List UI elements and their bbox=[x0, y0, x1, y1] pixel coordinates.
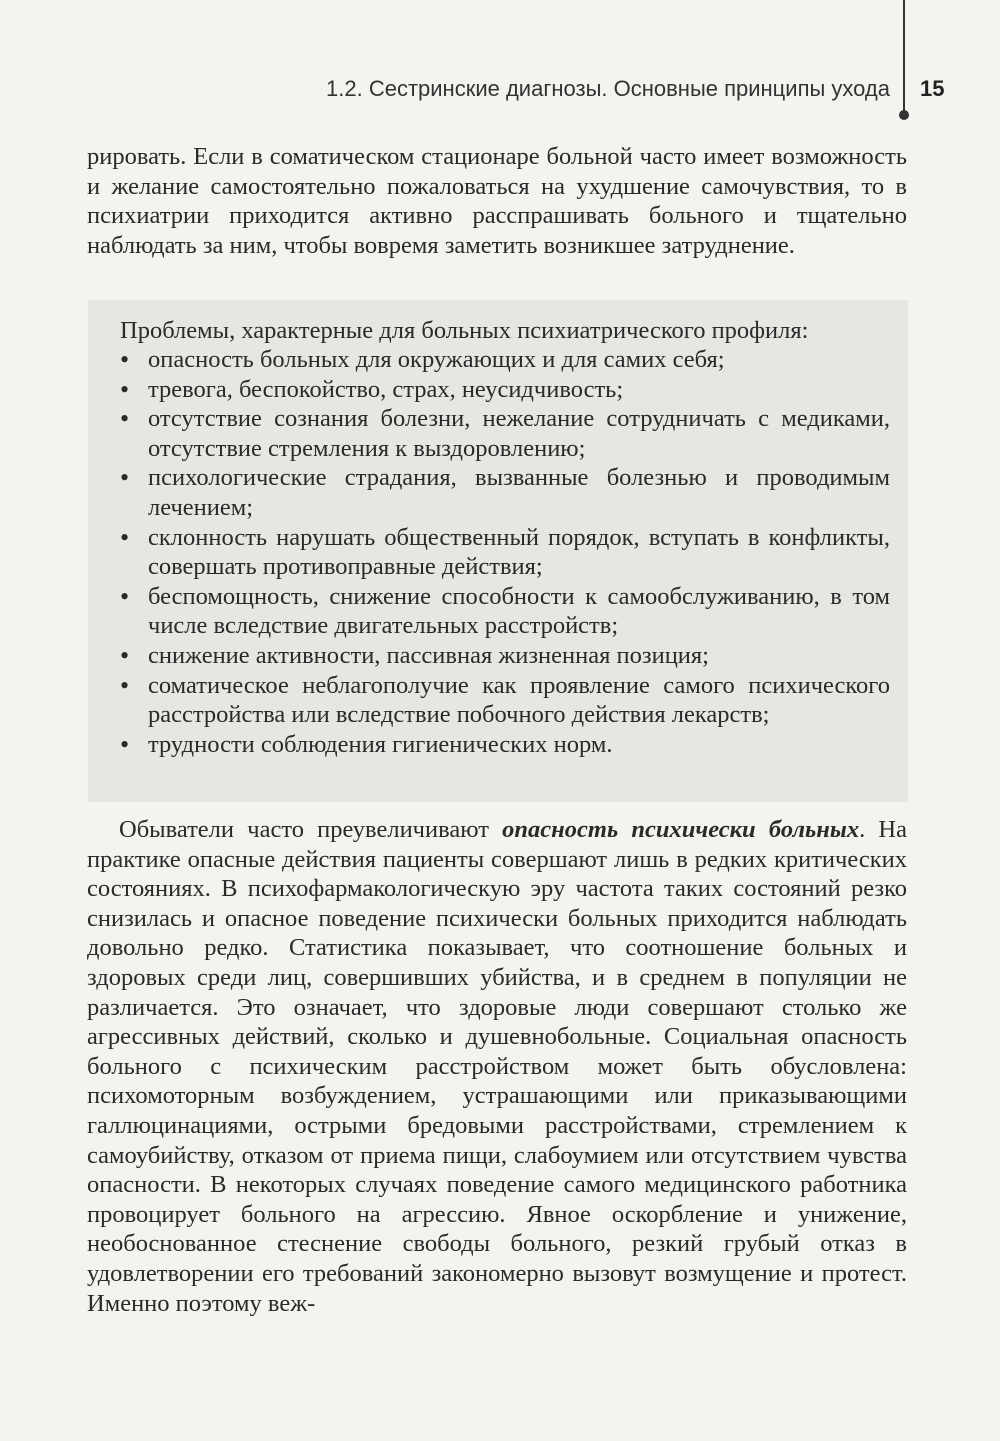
list-item: • соматическое неблагополучие как проявление самого психического расстройства или вследствие побочного действия лекарств; bbox=[120, 671, 890, 730]
main-paragraph-emphasis: опасность психически больных bbox=[502, 816, 860, 843]
main-paragraph-lead: Обыватели часто преувеличивают bbox=[119, 816, 503, 843]
list-item: • опасность больных для окружающих и для самих себя; bbox=[120, 345, 890, 375]
list-item: • трудности соблюдения гигиенических норм. bbox=[120, 730, 890, 760]
problems-title: Проблемы, характерные для больных психиатрического профиля: bbox=[120, 317, 809, 344]
main-paragraph bbox=[87, 815, 907, 1318]
list-item: • беспомощность, снижение способности к самообслуживанию, в том числе вследствие двигательных расстройств; bbox=[120, 582, 890, 641]
main-paragraph-body: . На практике опасные действия пациенты совершают лишь в редких критических состояниях. В психофармакологическую эру частота таких состояний резко снизилась и опасное поведение психически больных приходится наблюдать довольно редко. Статистика показывает, что соотношение больных и здоровых среди лиц, совершивших убийства, и в среднем в популяции не различается. Это означает, что здоровые люди совершают столько же агрессивных действий, сколько и душевнобольные. Социальная опасность больного с психическим расстройством может быть обусловлена: психомоторным возбуждением, устрашающими или приказывающими галлюцинациями, острыми бредовыми расстройствами, стремлением к самоубийству, отказом от приема пищи, слабоумием или отсутствием чувства опасности. В некоторых случаях поведение самого медицинского работника провоцирует больного на агрессию. Явное оскорбление и унижение, необоснованное стеснение свободы больного, резкий грубый отказ в удовлетворении его требований закономерно вызовут возмущение и протест. Именно поэтому веж- bbox=[87, 816, 907, 1317]
page-number: 15 bbox=[920, 76, 945, 101]
list-item: • снижение активности, пассивная жизненная позиция; bbox=[120, 641, 890, 671]
list-item: • отсутствие сознания болезни, нежелание сотрудничать с медиками, отсутствие стремления к выздоровлению; bbox=[120, 404, 890, 463]
header-rule bbox=[903, 0, 905, 112]
list-item: • тревога, беспокойство, страх, неусидчивость; bbox=[120, 375, 890, 405]
running-title: 1.2. Сестринские диагнозы. Основные принципы ухода bbox=[326, 76, 890, 101]
header-rule-dot bbox=[899, 110, 909, 120]
intro-paragraph: рировать. Если в соматическом стационаре больной часто имеет возможность и желание самостоятельно пожаловаться на ухудшение самочувствия, то в психиатрии приходится активно расспрашивать больного и тщательно наблюдать за ним, чтобы вовремя заметить возникшее затруднение. bbox=[87, 143, 907, 259]
list-item: • склонность нарушать общественный порядок, вступать в конфликты, совершать противоправные действия; bbox=[120, 523, 890, 582]
list-item: • психологические страдания, вызванные болезнью и проводимым лечением; bbox=[120, 463, 890, 522]
problems-list bbox=[120, 345, 890, 759]
